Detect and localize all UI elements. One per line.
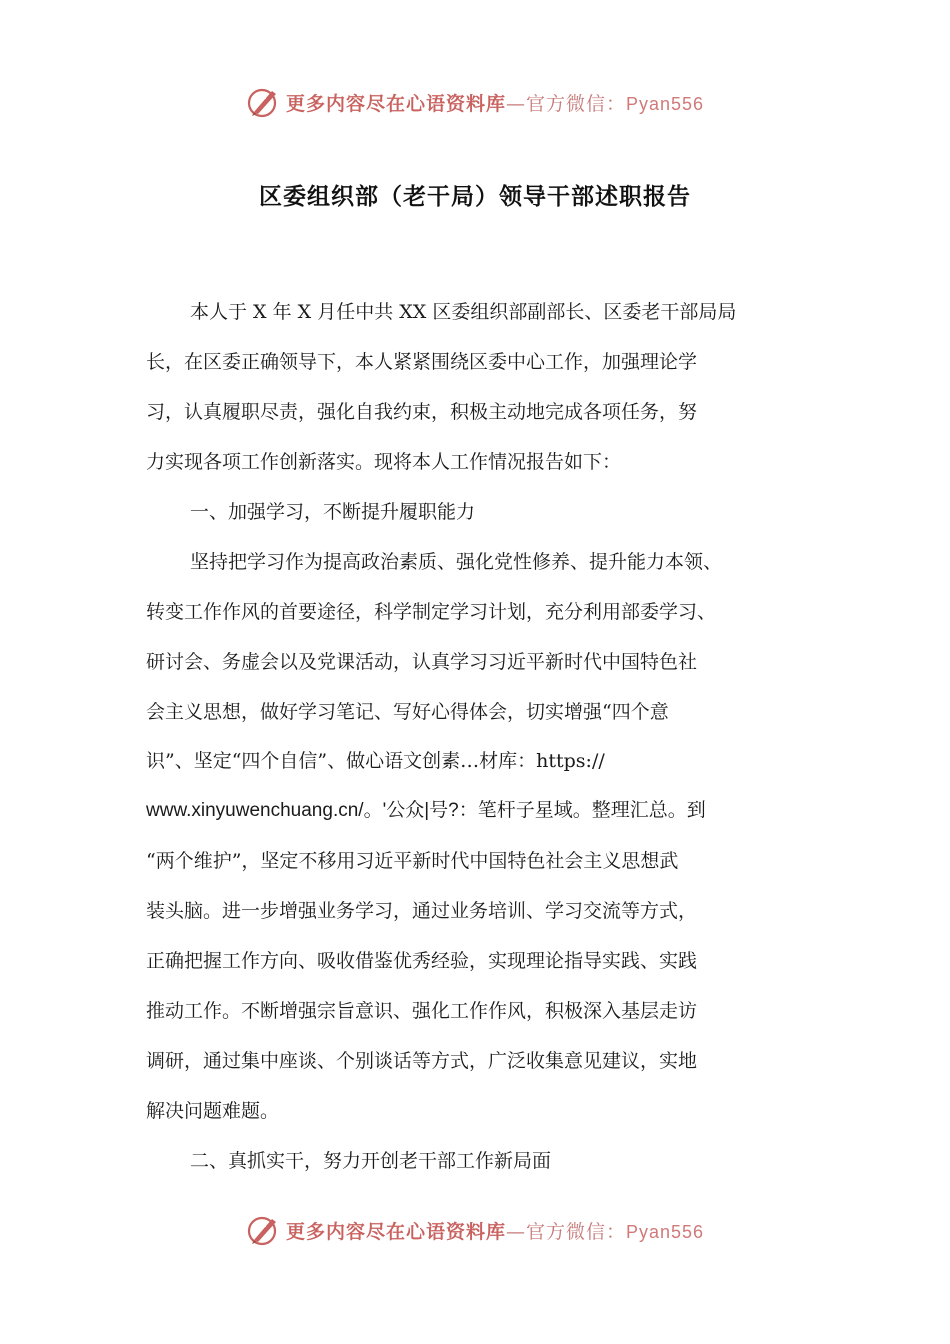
body-line: 本人于 X 年 X 月任中共 XX 区委组织部副部长、区委老干部局局 xyxy=(190,301,737,323)
body-line: 推动工作。不断增强宗旨意识、强化工作作风，积极深入基层走访 xyxy=(146,1000,698,1022)
body-line: 正确把握工作方向、吸收借鉴优秀经验，实现理论指导实践、实践 xyxy=(146,950,698,972)
watermark-text xyxy=(286,1217,704,1244)
pen-logo-icon xyxy=(246,85,282,119)
watermark-text xyxy=(286,89,704,116)
section-heading-2: 二、真抓实干，努力开创老干部工作新局面 xyxy=(190,1150,552,1172)
watermark-suffix: —官方微信： xyxy=(505,92,626,115)
body-line: 解决问题难题。 xyxy=(146,1100,280,1122)
watermark-banner-top xyxy=(0,82,950,122)
watermark-wechat-id: Pyan556 xyxy=(625,93,705,114)
body-line: www.xinyuwenchuang.cn/。'公众|号?：笔杆子星域。整理汇总。到 xyxy=(146,800,706,821)
document-title: 区委组织部（老干局）领导干部述职报告 xyxy=(259,184,691,210)
body-line: 装头脑。进一步增强业务学习，通过业务培训、学习交流等方式， xyxy=(146,900,698,922)
watermark-wechat-id: Pyan556 xyxy=(625,1221,705,1242)
body-line: 调研，通过集中座谈、个别谈话等方式，广泛收集意见建议，实地 xyxy=(146,1050,698,1072)
body-line: 研讨会、务虚会以及党课活动，认真学习习近平新时代中国特色社 xyxy=(146,651,698,673)
body-line: 长，在区委正确领导下，本人紧紧围绕区委中心工作，加强理论学 xyxy=(146,351,698,373)
section-heading-1: 一、加强学习，不断提升履职能力 xyxy=(190,501,476,523)
watermark-brand: 更多内容尽在心语资料库 xyxy=(285,1220,506,1243)
watermark-banner-bottom xyxy=(0,1210,950,1250)
body-line: 力实现各项工作创新落实。现将本人工作情况报告如下： xyxy=(146,451,622,473)
body-line: 转变工作作风的首要途径，科学制定学习计划，充分利用部委学习、 xyxy=(146,601,717,623)
body-line: 习，认真履职尽责，强化自我约束，积极主动地完成各项任务，努 xyxy=(146,401,698,423)
body-line: “两个维护”，坚定不移用习近平新时代中国特色社会主义思想武 xyxy=(146,850,679,872)
body-line: 坚持把学习作为提高政治素质、强化党性修养、提升能力本领、 xyxy=(190,551,723,573)
pen-logo-icon xyxy=(246,1213,282,1247)
watermark-brand: 更多内容尽在心语资料库 xyxy=(285,92,506,115)
body-line: 识”、坚定“四个自信”、做心语文创素…材库：https:// xyxy=(146,750,605,772)
body-line: 会主义思想，做好学习笔记、写好心得体会，切实增强“四个意 xyxy=(146,701,669,723)
watermark-suffix: —官方微信： xyxy=(505,1220,626,1243)
